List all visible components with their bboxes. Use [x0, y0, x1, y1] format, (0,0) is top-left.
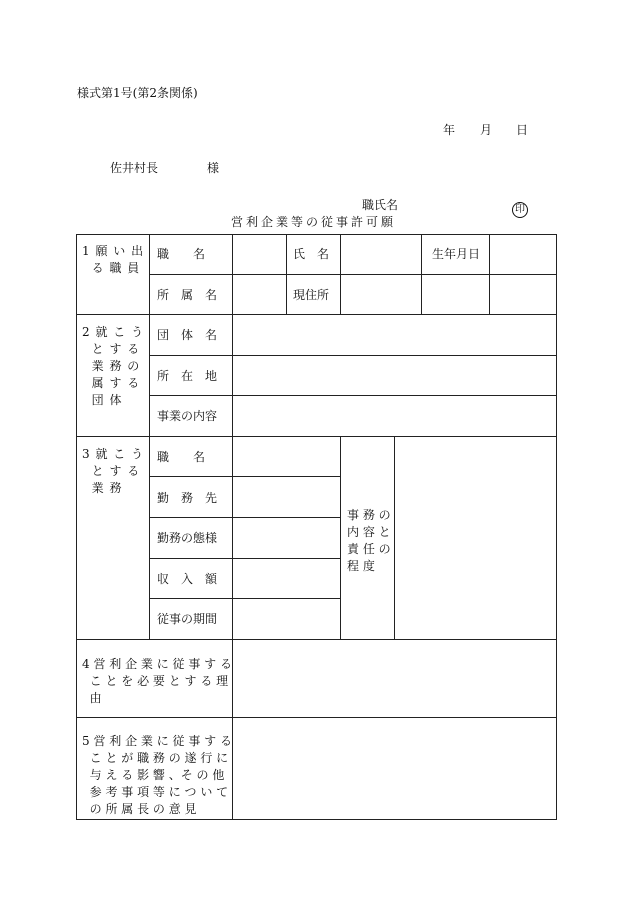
s3-job-title-label: 職 名 — [157, 450, 206, 464]
addressee-name: 佐井村長 — [110, 161, 159, 175]
s1-job-title-label: 職 名 — [157, 247, 206, 261]
s1-name-value[interactable] — [341, 235, 421, 274]
s3-period-label: 従事の期間 — [157, 612, 218, 626]
s2-heading: 2 就 こ う と す る 業 務 の 属 す る 団 体 — [82, 325, 145, 407]
s3-workplace-label: 勤 務 先 — [157, 491, 218, 505]
s5-opinion-value[interactable] — [233, 718, 556, 819]
s3-income-value[interactable] — [233, 559, 340, 598]
s1-birthdate-label: 生年月日 — [432, 247, 481, 261]
date-year-label: 年 — [443, 123, 456, 137]
s3-work-mode-value[interactable] — [233, 518, 340, 558]
addressee-honorific: 様 — [207, 161, 220, 175]
seal-icon: 印 — [512, 202, 528, 218]
s2-business-value[interactable] — [233, 396, 556, 436]
s1-job-title-value[interactable] — [233, 235, 286, 274]
s1-affiliation-label: 所 属 名 — [157, 288, 218, 302]
date-month-label: 月 — [480, 123, 493, 137]
form-number: 様式第1号(第2条関係) — [77, 86, 198, 100]
s2-location-value[interactable] — [233, 356, 556, 395]
s3-income-label: 収 入 額 — [157, 572, 218, 586]
s3-job-title-value[interactable] — [233, 437, 340, 476]
s1-address-value[interactable] — [341, 275, 556, 314]
s1-heading: 1 願 い 出 る 職 員 — [82, 244, 145, 275]
s2-org-name-value[interactable] — [233, 315, 556, 355]
s3-heading: 3 就 こ う と す る 業 務 — [82, 447, 145, 495]
s3-duties-label: 事 務 の 内 容 と 責 任 の 程 度 — [347, 508, 391, 573]
s2-business-label: 事業の内容 — [157, 409, 218, 423]
s1-affiliation-value[interactable] — [233, 275, 286, 314]
s1-address-label: 現住所 — [293, 288, 330, 302]
s4-heading: 4 営 利 企 業 に 従 事 す る こ と を 必 要 と す る 理 由 — [82, 657, 232, 705]
applicant-label: 職氏名 — [362, 198, 399, 212]
s5-heading: 5 営 利 企 業 に 従 事 す る こ と が 職 務 の 遂 行 に 与 え る 影 響 、そ の 他 参 考 事 項 等 に つ い て の 所 属 長 の 意 見 — [82, 734, 232, 816]
date-day-label: 日 — [516, 123, 529, 137]
s2-location-label: 所 在 地 — [157, 369, 218, 383]
s3-duties-value[interactable] — [395, 437, 556, 639]
s4-reason-value[interactable] — [233, 640, 556, 717]
s1-name-label: 氏 名 — [293, 247, 330, 261]
s2-org-name-label: 団 体 名 — [157, 328, 218, 342]
s3-work-mode-label: 勤務の態様 — [157, 531, 218, 545]
s3-workplace-value[interactable] — [233, 477, 340, 517]
s3-period-value[interactable] — [233, 599, 340, 639]
s1-birthdate-value[interactable] — [490, 235, 556, 274]
form-title: 営利企業等の従事許可願 — [231, 215, 397, 229]
